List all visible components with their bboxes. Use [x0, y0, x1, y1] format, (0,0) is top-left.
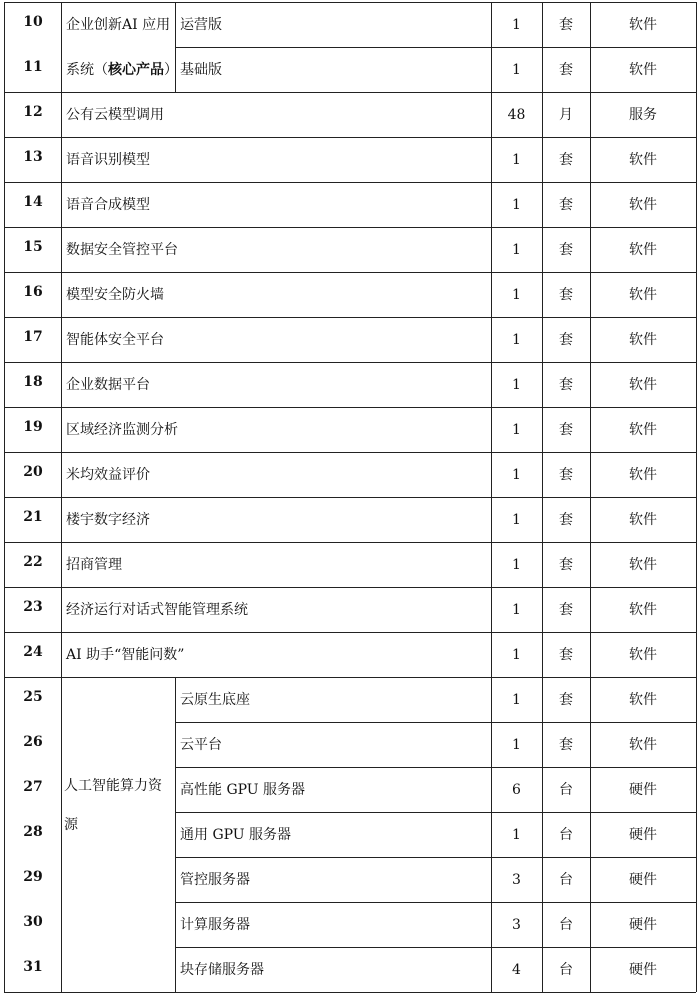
quantity: 1: [512, 17, 521, 33]
item-name: 数据安全管控平台: [66, 242, 178, 258]
item-type: 硬件: [629, 962, 657, 978]
item-type: 软件: [629, 647, 657, 663]
row-number: 16: [23, 284, 43, 300]
unit: 套: [559, 512, 573, 528]
item-type: 硬件: [629, 782, 657, 798]
column-divider: [61, 2, 62, 992]
unit: 套: [559, 62, 573, 78]
row-divider: [4, 407, 696, 408]
quantity: 48: [507, 107, 526, 123]
quantity: 1: [512, 692, 521, 708]
row-divider: [175, 722, 696, 723]
quantity: 1: [512, 377, 521, 393]
item-type: 硬件: [629, 917, 657, 933]
row-divider: [4, 497, 696, 498]
unit: 套: [559, 17, 573, 33]
item-type: 软件: [629, 512, 657, 528]
row-divider: [175, 857, 696, 858]
row-number: 29: [23, 869, 43, 885]
row-divider: [175, 767, 696, 768]
item-name-core-product: 核心产品: [108, 62, 164, 78]
quantity: 1: [512, 287, 521, 303]
item-type: 软件: [629, 287, 657, 303]
item-name: 经济运行对话式智能管理系统: [66, 602, 248, 618]
unit: 套: [559, 467, 573, 483]
row-divider: [175, 947, 696, 948]
quantity: 1: [512, 197, 521, 213]
quantity: 1: [512, 242, 521, 258]
item-name: 米均效益评价: [66, 467, 150, 483]
row-number: 13: [23, 149, 43, 165]
unit: 套: [559, 287, 573, 303]
item-type: 硬件: [629, 872, 657, 888]
unit: 台: [559, 782, 573, 798]
item-name: 模型安全防火墙: [66, 287, 164, 303]
item-name-prefix: 系统（: [66, 62, 108, 78]
row-number: 12: [23, 104, 43, 120]
item-subname: 计算服务器: [180, 917, 250, 933]
item-name: 公有云模型调用: [66, 107, 164, 123]
item-subname: 块存储服务器: [180, 962, 264, 978]
row-number: 15: [23, 239, 43, 255]
item-name: [66, 61, 178, 79]
group-label: 人工智能算力资: [64, 778, 162, 794]
quantity: 6: [512, 782, 521, 798]
row-number: 31: [23, 959, 43, 975]
quantity: 1: [512, 152, 521, 168]
item-type: 软件: [629, 62, 657, 78]
item-subname: 管控服务器: [180, 872, 250, 888]
unit: 套: [559, 602, 573, 618]
item-type: 软件: [629, 332, 657, 348]
item-subname: 通用 GPU 服务器: [180, 827, 292, 843]
item-subname: 基础版: [180, 62, 222, 78]
item-type: 软件: [629, 152, 657, 168]
row-number: 17: [23, 329, 43, 345]
row-divider: [4, 542, 696, 543]
row-number: 11: [23, 59, 43, 75]
unit: 套: [559, 197, 573, 213]
item-subname: 云原生底座: [180, 692, 250, 708]
item-name: AI 助手“智能问数”: [66, 647, 185, 663]
row-divider: [4, 317, 696, 318]
row-number: 14: [23, 194, 43, 210]
quantity: 1: [512, 602, 521, 618]
item-subname: 运营版: [180, 17, 222, 33]
row-divider: [4, 92, 696, 93]
item-subname: 云平台: [180, 737, 222, 753]
column-divider: [175, 677, 176, 992]
item-name: 招商管理: [66, 557, 122, 573]
row-number: 26: [23, 734, 43, 750]
item-type: 软件: [629, 422, 657, 438]
quantity: 1: [512, 332, 521, 348]
unit: 套: [559, 152, 573, 168]
unit: 台: [559, 917, 573, 933]
row-divider: [4, 272, 696, 273]
row-number: 23: [23, 599, 43, 615]
unit: 台: [559, 962, 573, 978]
quantity: 1: [512, 557, 521, 573]
item-type: 软件: [629, 557, 657, 573]
item-type: 硬件: [629, 827, 657, 843]
item-name: 区域经济监测分析: [66, 422, 178, 438]
row-number: 25: [23, 689, 43, 705]
row-number: 28: [23, 824, 43, 840]
item-type: 软件: [629, 242, 657, 258]
unit: 套: [559, 647, 573, 663]
item-type: 软件: [629, 602, 657, 618]
quantity: 1: [512, 512, 521, 528]
item-type: 软件: [629, 692, 657, 708]
unit: 套: [559, 557, 573, 573]
quantity: 1: [512, 737, 521, 753]
row-divider: [4, 632, 696, 633]
quantity: 1: [512, 827, 521, 843]
row-number: 20: [23, 464, 43, 480]
row-divider: [4, 2, 696, 3]
row-divider: [4, 677, 696, 678]
row-divider: [175, 902, 696, 903]
item-name: 楼宇数字经济: [66, 512, 150, 528]
row-divider: [4, 992, 696, 993]
row-number: 10: [23, 14, 43, 30]
column-divider: [696, 2, 697, 992]
row-number: 27: [23, 779, 43, 795]
item-name: 企业创新AI 应用: [66, 17, 171, 33]
quantity: 1: [512, 422, 521, 438]
group-label-cont: 源: [64, 817, 78, 833]
item-name: 语音识别模型: [66, 152, 150, 168]
item-type: 软件: [629, 17, 657, 33]
item-name: 智能体安全平台: [66, 332, 164, 348]
item-type: 服务: [629, 107, 657, 123]
row-divider: [4, 452, 696, 453]
row-divider: [4, 362, 696, 363]
unit: 台: [559, 827, 573, 843]
row-number: 19: [23, 419, 43, 435]
row-number: 21: [23, 509, 43, 525]
item-name: 语音合成模型: [66, 197, 150, 213]
item-name: 企业数据平台: [66, 377, 150, 393]
row-divider: [175, 47, 696, 48]
unit: 套: [559, 692, 573, 708]
item-name-suffix: ）: [164, 62, 178, 78]
row-divider: [4, 227, 696, 228]
row-number: 24: [23, 644, 43, 660]
unit: 套: [559, 737, 573, 753]
item-type: 软件: [629, 737, 657, 753]
unit: 月: [559, 107, 573, 123]
quantity: 3: [512, 872, 521, 888]
quantity: 1: [512, 62, 521, 78]
row-number: 22: [23, 554, 43, 570]
item-type: 软件: [629, 377, 657, 393]
unit: 套: [559, 422, 573, 438]
row-divider: [4, 587, 696, 588]
unit: 套: [559, 377, 573, 393]
unit: 套: [559, 242, 573, 258]
item-type: 软件: [629, 197, 657, 213]
quantity: 1: [512, 467, 521, 483]
row-number: 30: [23, 914, 43, 930]
unit: 台: [559, 872, 573, 888]
row-divider: [4, 182, 696, 183]
quantity: 4: [512, 962, 521, 978]
quantity: 3: [512, 917, 521, 933]
quantity: 1: [512, 647, 521, 663]
row-divider: [175, 812, 696, 813]
row-number: 18: [23, 374, 43, 390]
row-divider: [4, 137, 696, 138]
unit: 套: [559, 332, 573, 348]
item-type: 软件: [629, 467, 657, 483]
item-subname: 高性能 GPU 服务器: [180, 782, 306, 798]
